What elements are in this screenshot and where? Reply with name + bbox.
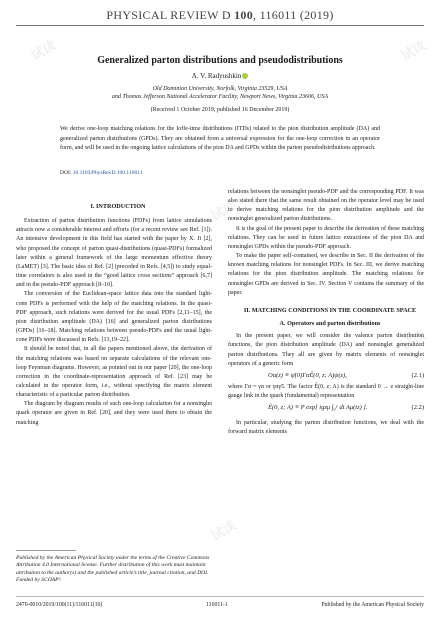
- watermark: 试读: [398, 328, 430, 355]
- doi: DOI: 10.1103/PhysRevD.100.116011: [60, 170, 143, 176]
- paragraph: The diagram by diagram results of such one-loop calculation for a nonsinglet quark operator are given in Ref. [20], and they were used there to obtain the matching: [16, 401, 212, 426]
- journal-header: PHYSICAL REVIEW D 100, 116011 (2019): [106, 8, 334, 22]
- paragraph: relations between the nonsinglet pseudo-PDF and the corresponding PDF. It was also stated there that the same result obtained on the operator level may be used to derive matching relations for the pion distribution amplitude and the nonsinglet generalized parton distributions.: [228, 189, 424, 223]
- author-line: [0, 72, 440, 80]
- equation-2-1: [228, 369, 424, 383]
- paragraph: In particular, studying the parton distribution functions, we deal with the forward matrix elements: [228, 420, 424, 436]
- affiliation-1: Old Dominion University, Norfolk, Virginia 23529, USA: [152, 86, 288, 92]
- footer-right: Published by the American Physical Society: [321, 602, 424, 608]
- watermark: 试读: [208, 518, 240, 545]
- footnote-rule: [16, 550, 76, 551]
- author-name: A. V. Radyushkin: [191, 72, 242, 80]
- footer-rule: [16, 596, 424, 597]
- equation-body: Ê(0, z; A) ≡ P exp[ igzμ ∫₀¹ dt Aμ(tz) ].: [268, 404, 368, 412]
- orcid-icon[interactable]: [242, 73, 248, 79]
- watermark: 试读: [208, 198, 240, 225]
- equation-body: Oα(z) ≡ ψ̄(0)ΓαÊ(0, z; A)ψ(z),: [268, 371, 347, 379]
- equation-number: (2.1): [411, 371, 424, 379]
- watermark: 试读: [28, 328, 60, 355]
- watermark: 试读: [398, 38, 430, 65]
- doi-link[interactable]: 10.1103/PhysRevD.100.116011: [72, 170, 143, 176]
- left-column: [16, 202, 212, 428]
- section-heading: I. INTRODUCTION: [90, 203, 146, 210]
- paragraph: To make the paper self-contained, we describe in Sec. II the derivation of the known matching relations for nonsinglet PDFs. In Sec. III, we derive matching relations for the pion distribution amplitude. The matching relations for nonsinglet GPDs are derived in Sec. IV. Section V contains the summary of the paper.: [228, 253, 424, 296]
- paragraph: It should be noted that, in all the papers mentioned above, the derivation of the matching relations was based on separate calculations of the relevant one-loop Feynman diagrams. However, as pointed out in our paper [20], the one-loop correction in the coordinate-representation approach of Ref. [23] may be calculated in the operator form, i.e., without specifying the matrix element characteristic of a particular parton distribution.: [16, 346, 212, 399]
- received-dates: (Received 1 October 2019; published 16 December 2019): [150, 107, 290, 113]
- paragraph: Extraction of parton distribution functions (PDFs) from lattice simulations attracts now a considerable interest and efforts (for a recent review see Ref. [1]). An intensive development in this field has started with the paper by X. Ji [2], who proposed the concept of parton quasi-distributions (quasi-PDFs) formalized later within a general framework of the large momentum effective theory (LaMET) [3]. The basic idea of Ref. [2] (preceded in Refs. [4,5]) to study equal-time correlators is also used in the “good lattice cross sections” approach [6,7] and in the pseudo-PDF approach [8–10].: [16, 218, 212, 289]
- paragraph: It is the goal of the present paper to describe the derivation of these matching relations. They can be used in future lattice extractions of the pion DA and nonsinglet GPDs within the pseudo-PDF approach.: [228, 225, 424, 250]
- equation-2-2: [228, 401, 424, 419]
- subsection-heading: A. Operators and parton distributions: [279, 320, 381, 328]
- paragraph: In the present paper, we will consider the valence parton distribution functions, the pion distribution amplitude (DA) and nonsinglet generalized parton distributions. They all are given by matrix elements of nonsinglet operators of a generic form: [228, 333, 424, 367]
- equation-number: (2.2): [411, 404, 424, 412]
- page-number: 116011-1: [206, 602, 228, 608]
- paragraph: The conversion of the Euclidean-space lattice data into the standard light-cone PDFs is performed with the help of the matching relations. In the quasi-PDF approach, such relations were derived for the usual PDFs [2,11–15], the pion distribution amplitude (DA) [16] and generalized parton distributions (GPDs) [16–18]. Matching relations between pseudo-PDFs and the usual light-cone PDFs were discussed in Refs. [13,19–22].: [16, 291, 212, 344]
- right-column: [228, 188, 424, 437]
- paragraph: where Γα = γα or γαγ5. The factor Ê(0, z; A) is the standard 0 → z straight-line gauge link in the quark (fundamental) representation: [228, 383, 424, 399]
- watermark: 试读: [28, 38, 60, 65]
- paper-title: Generalized parton distributions and pseudodistributions: [97, 55, 343, 66]
- section-heading: II. MATCHING CONDITIONS IN THE COORDINATE SPACE: [243, 306, 417, 314]
- abstract: We derive one-loop matching relations for the Ioffe-time distributions (ITDs) related to the pion distribution amplitude (DA) and generalized parton distributions (GPDs). They are obtained from a universal expression for the one-loop correction in an operator form, and will be used in the ongoing lattice calculations of the pion DA and GPDs within the parton pseudodistributions approach.: [60, 126, 380, 152]
- footer-left: 2470-0010/2019/100(11)/116011(10): [16, 602, 103, 608]
- header-rule: [16, 25, 424, 26]
- license-footnote: Published by the American Physical Society under the terms of the Creative Commons Attribution 4.0 International license. Further distribution of this work must maintain attribution to the author(s) and the published article’s title, journal citation, and DOI. Funded by SCOAP³.: [16, 555, 210, 584]
- affiliation-2: and Thomas Jefferson National Accelerator Facility, Newport News, Virginia 23606, USA: [111, 94, 329, 100]
